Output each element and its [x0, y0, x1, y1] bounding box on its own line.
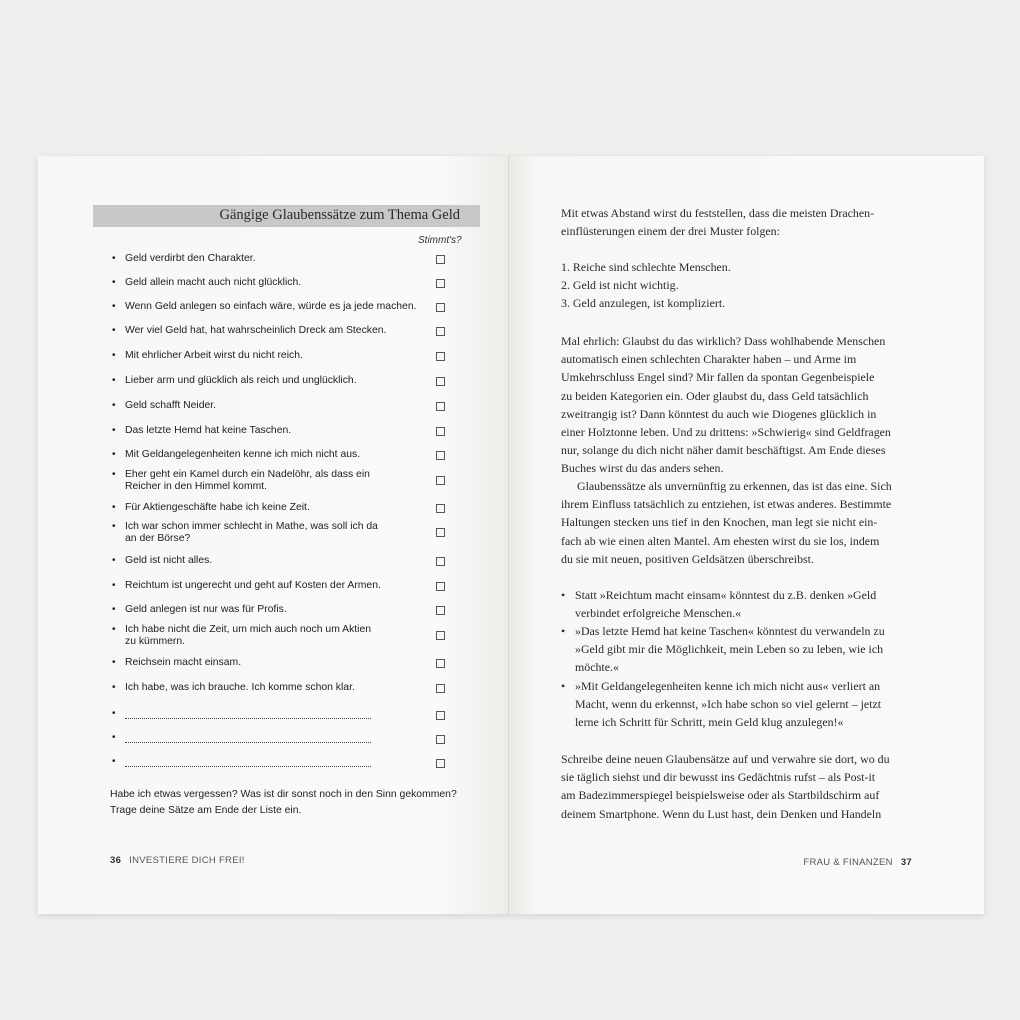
belief-line: Reichtum ist ungerecht und geht auf Kosten der Armen. [125, 580, 381, 591]
belief-text [125, 425, 443, 437]
bullet-glyph: • [112, 624, 116, 635]
bullet-line: »Geld gibt mir die Möglichkeit, mein Leben so zu leben, wie ich [575, 642, 884, 657]
paragraph-3 [561, 750, 913, 823]
checkbox[interactable] [436, 759, 445, 768]
belief-line: Geld ist nicht alles. [125, 555, 213, 566]
belief-line: Ich habe nicht die Zeit, um mich auch noch um Aktien [125, 624, 372, 635]
dotted-write-line[interactable] [125, 732, 371, 743]
bullet-glyph: • [112, 253, 116, 264]
checkbox[interactable] [436, 606, 445, 615]
checkbox[interactable] [436, 684, 445, 693]
bullet-line: »Mit Geldangelegenheiten kenne ich mich nicht aus« verliert an [575, 679, 881, 693]
bullet-line: möchte.« [575, 660, 619, 675]
checkbox[interactable] [436, 402, 445, 411]
belief-line: Geld schafft Neider. [125, 400, 217, 411]
text-line: zu beiden Kategorien ein. Oder glaubst du, dass Geld tatsächlich [561, 388, 869, 403]
belief-line: Geld allein macht auch nicht glücklich. [125, 277, 302, 288]
text-line: deinem Smartphone. Wenn du Lust hast, dein Denken und Handeln [561, 806, 882, 821]
belief-text [125, 469, 443, 493]
text-line: automatisch einen schlechten Charakter haben – und Arme im [561, 352, 857, 367]
paragraph-1 [561, 332, 913, 478]
belief-line: Wer viel Geld hat, hat wahrscheinlich Dreck am Stecken. [125, 325, 387, 336]
text-line: ihrem Einfluss tatsächlich zu entziehen, ist etwas anderes. Bestimmte [561, 497, 892, 512]
checkbox[interactable] [436, 735, 445, 744]
belief-text [125, 301, 443, 313]
text-line: zweitrangig ist? Dann könntest du auch wie Diogenes glücklich in [561, 406, 877, 421]
belief-text [125, 350, 443, 362]
checklist-column-label: Stimmt's? [418, 235, 462, 246]
checkbox[interactable] [436, 528, 445, 537]
text-line: nur, solange du dich nicht näher damit beschäftigst. Am Ende dieses [561, 443, 886, 458]
text-line: Umkehrschluss Engel sind? Mir fallen da spontan Gegenbeispiele [561, 370, 875, 385]
belief-text [125, 657, 443, 669]
text-line: sie täglich siehst und dir bewusst ins Gedächtnis rufst – als Post-it [561, 770, 876, 785]
belief-text [125, 502, 443, 514]
text-line: Buches wirst du das anders sehen. [561, 461, 724, 476]
page-footer-left [110, 855, 245, 866]
belief-text [125, 277, 443, 289]
text-line: Mal ehrlich: Glaubst du das wirklich? Dass wohlhabende Menschen [561, 334, 886, 348]
bullet-item [561, 622, 913, 677]
instruction-note [110, 787, 470, 819]
bullet-glyph: • [112, 604, 116, 615]
bullet-glyph: • [112, 521, 116, 532]
belief-line: Lieber arm und glücklich als reich und unglücklich. [125, 375, 357, 386]
bullet-glyph: • [112, 682, 116, 693]
belief-text [125, 325, 443, 337]
page-number: 36 [110, 855, 122, 866]
checkbox[interactable] [436, 631, 445, 640]
running-title: INVESTIERE DICH FREI! [129, 855, 245, 866]
belief-line: Reichsein macht einsam. [125, 657, 242, 668]
belief-line: Mit ehrlicher Arbeit wirst du nicht reich. [125, 350, 303, 361]
text-line: Mit etwas Abstand wirst du feststellen, dass die meisten Drachen- [561, 206, 875, 220]
right-page [509, 156, 984, 914]
checkbox[interactable] [436, 711, 445, 720]
belief-text [125, 400, 443, 412]
note-line: Habe ich etwas vergessen? Was ist dir sonst noch in den Sinn gekommen? [110, 789, 457, 800]
belief-text [125, 521, 443, 545]
section-heading: Gängige Glaubenssätze zum Thema Geld [219, 207, 460, 223]
pattern-item: 2. Geld ist nicht wichtig. [561, 278, 679, 292]
belief-line: Ich habe, was ich brauche. Ich komme schon klar. [125, 682, 355, 693]
bullet-glyph: • [112, 756, 116, 767]
page-footer-right [803, 857, 912, 868]
belief-line: Für Aktiengeschäfte habe ich keine Zeit. [125, 502, 310, 513]
text-line: einflüsterungen einem der drei Muster folgen: [561, 224, 780, 239]
belief-text [125, 682, 443, 694]
bullet-glyph: • [112, 502, 116, 513]
pattern-item: 1. Reiche sind schlechte Menschen. [561, 260, 731, 274]
bullet-line: verbindet erfolgreiche Menschen.« [575, 606, 742, 621]
running-title: FRAU & FINANZEN [803, 857, 893, 868]
bullet-line: Statt »Reichtum macht einsam« könntest du z.B. denken »Geld [575, 588, 877, 602]
bullet-glyph: • [112, 425, 116, 436]
checkbox[interactable] [436, 377, 445, 386]
text-line: du sie mit neuen, positiven Geldsätzen überschreibst. [561, 551, 814, 566]
belief-text [125, 580, 443, 592]
bullet-glyph: • [112, 325, 116, 336]
text-line: Haltungen stecken uns tief in den Knochen, man legt sie nicht ein- [561, 515, 878, 530]
bullet-line: Macht, wenn du erkennst, »Ich habe schon so viel gelernt – jetzt [575, 697, 882, 712]
bullet-glyph: • [112, 350, 116, 361]
belief-line: Geld anlegen ist nur was für Profis. [125, 604, 287, 615]
belief-line: an der Börse? [125, 533, 191, 544]
left-page [38, 156, 509, 914]
section-heading-bar [93, 205, 480, 227]
open-book [38, 156, 984, 914]
bullet-glyph: • [112, 732, 116, 743]
belief-text [125, 555, 443, 567]
text-line: Glaubenssätze als unvernünftig zu erkennen, das ist das eine. Sich [577, 479, 892, 493]
bullet-glyph: • [112, 277, 116, 288]
belief-text [125, 624, 443, 648]
page-number: 37 [900, 857, 912, 868]
bullet-glyph: • [112, 469, 116, 480]
checkbox[interactable] [436, 476, 445, 485]
belief-line: Mit Geldangelegenheiten kenne ich mich nicht aus. [125, 449, 361, 460]
bullet-item [561, 586, 913, 622]
bullet-item [561, 677, 913, 732]
intro-paragraph [561, 204, 913, 240]
belief-line: Ich war schon immer schlecht in Mathe, was soll ich da [125, 521, 378, 532]
note-line: Trage deine Sätze am Ende der Liste ein. [110, 805, 302, 816]
checkbox[interactable] [436, 303, 445, 312]
bullet-glyph: • [112, 580, 116, 591]
text-line: am Badezimmerspiegel beispielsweise oder als Startbildschirm auf [561, 788, 880, 803]
belief-line: Geld verdirbt den Charakter. [125, 253, 256, 264]
checkbox[interactable] [436, 352, 445, 361]
bullet-line: »Das letzte Hemd hat keine Taschen« könntest du verwandeln zu [575, 624, 885, 638]
pattern-item: 3. Geld anzulegen, ist kompliziert. [561, 296, 726, 310]
checkbox[interactable] [436, 451, 445, 460]
checkbox[interactable] [436, 504, 445, 513]
belief-text [125, 449, 443, 461]
checkbox[interactable] [436, 582, 445, 591]
bullet-glyph: • [561, 679, 566, 693]
bullet-glyph: • [561, 624, 566, 638]
checkbox[interactable] [436, 279, 445, 288]
bullet-glyph: • [561, 588, 566, 602]
bullet-glyph: • [112, 400, 116, 411]
bullet-glyph: • [112, 657, 116, 668]
text-line: Schreibe deine neuen Glaubensätze auf und verwahre sie dort, wo du [561, 752, 890, 766]
bullet-line: lerne ich Schritt für Schritt, mein Geld klug anzulegen!« [575, 715, 844, 730]
belief-line: Das letzte Hemd hat keine Taschen. [125, 425, 292, 436]
checkbox[interactable] [436, 255, 445, 264]
checkbox[interactable] [436, 659, 445, 668]
belief-line: zu kümmern. [125, 636, 186, 647]
bullet-glyph: • [112, 708, 116, 719]
checkbox[interactable] [436, 327, 445, 336]
text-line: einer Holztonne leben. Und zu drittens: »Schwierig« sind Geldfragen [561, 425, 891, 440]
belief-line: Reicher in den Himmel kommt. [125, 481, 268, 492]
bullet-glyph: • [112, 375, 116, 386]
belief-text [125, 604, 443, 616]
dotted-write-line[interactable] [125, 708, 371, 719]
bullet-glyph: • [112, 555, 116, 566]
belief-line: Eher geht ein Kamel durch ein Nadelöhr, als dass ein [125, 469, 370, 480]
bullet-glyph: • [112, 301, 116, 312]
checkbox[interactable] [436, 427, 445, 436]
bullet-glyph: • [112, 449, 116, 460]
belief-text [125, 253, 443, 265]
belief-line: Wenn Geld anlegen so einfach wäre, würde es ja jede machen. [125, 301, 417, 312]
text-line: fach ab wie einen alten Mantel. Am ehesten wirst du sie los, indem [561, 533, 880, 548]
paragraph-2 [561, 477, 913, 568]
dotted-write-line[interactable] [125, 756, 371, 767]
checkbox[interactable] [436, 557, 445, 566]
belief-text [125, 375, 443, 387]
